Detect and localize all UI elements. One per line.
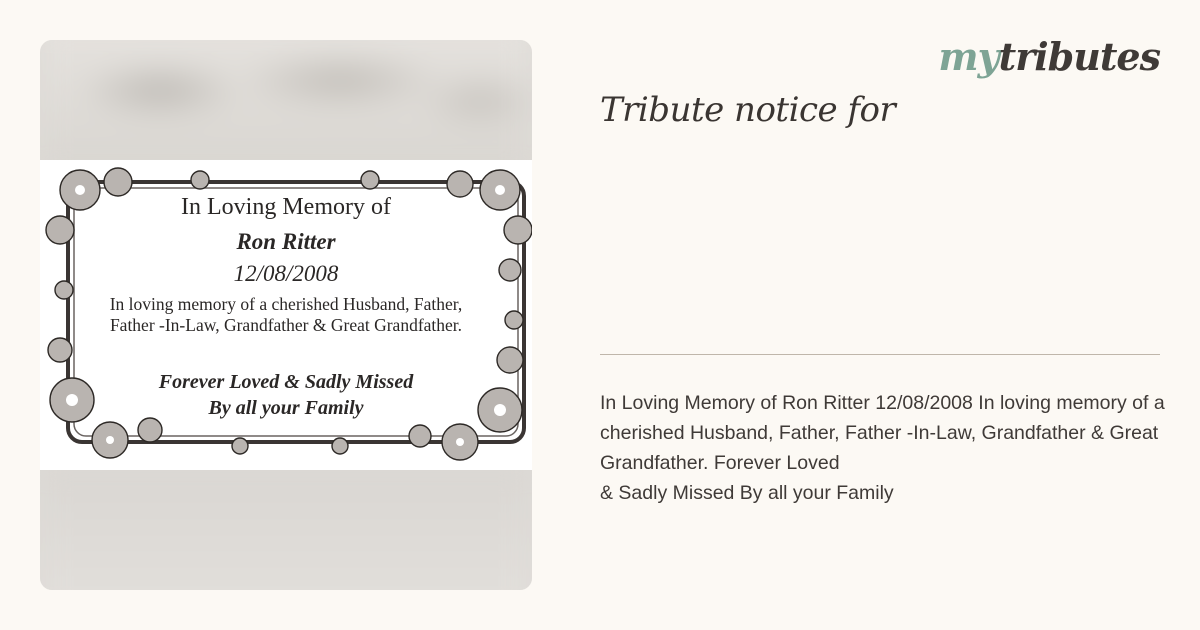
brand-suffix: tributes	[998, 34, 1160, 79]
blurred-backdrop-top	[40, 40, 532, 180]
notice-heading: In Loving Memory of	[181, 194, 391, 220]
page-title: Tribute notice for	[600, 90, 896, 130]
blurred-backdrop-bottom	[40, 460, 532, 590]
tribute-text: In Loving Memory of Ron Ritter 12/08/2008 In loving memory of a cherished Husband, Father, Father -In-Law, Grandfather & Great Grandfather. Forever Loved & Sadly Missed By all your Family	[600, 392, 1165, 504]
notice-name: Ron Ritter	[236, 229, 336, 254]
notice-closing-line-2: By all your Family	[208, 397, 364, 419]
brand-prefix: my	[938, 34, 999, 79]
brand-logo[interactable]	[938, 34, 1160, 79]
notice-closing-line-1: Forever Loved & Sadly Missed	[158, 371, 414, 393]
notice-message: In loving memory of a cherished Husband, Father, Father -In-Law, Grandfather & Great Grandfather.	[109, 294, 463, 335]
notice-date: 12/08/2008	[233, 261, 339, 286]
divider	[600, 354, 1160, 355]
notice-image	[40, 160, 532, 470]
notice-image-card	[40, 40, 532, 590]
notice-closing	[40, 369, 532, 421]
